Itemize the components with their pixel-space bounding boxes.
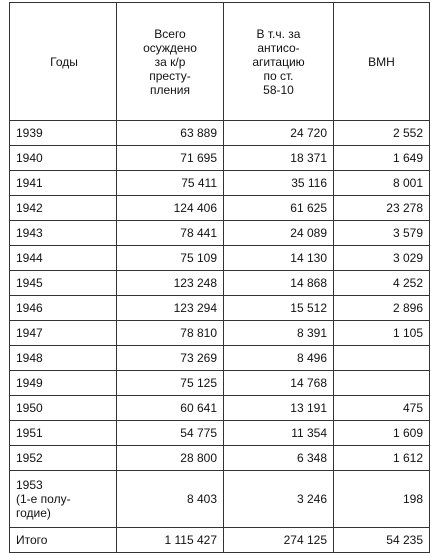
year-line: (1-е полу-	[16, 492, 71, 506]
table-row	[10, 446, 430, 471]
cell-vmn: 475	[334, 396, 430, 421]
table-row	[10, 171, 430, 196]
table-row	[10, 346, 430, 371]
cell-total: 71 695	[117, 146, 224, 171]
cell-year: 1948	[10, 346, 117, 371]
cell-agitation: 274 125	[224, 528, 334, 553]
cell-total: 75 109	[117, 246, 224, 271]
cell-year: 1939	[10, 121, 117, 146]
statistics-table	[9, 2, 430, 553]
cell-agitation: 24 720	[224, 121, 334, 146]
cell-agitation: 8 496	[224, 346, 334, 371]
cell-total: 123 248	[117, 271, 224, 296]
table-row	[10, 471, 430, 528]
table-row	[10, 371, 430, 396]
cell-vmn: 1 612	[334, 446, 430, 471]
cell-total: 124 406	[117, 196, 224, 221]
cell-agitation: 35 116	[224, 171, 334, 196]
year-line: годие)	[16, 506, 51, 520]
table-row	[10, 196, 430, 221]
cell-vmn: 1 609	[334, 421, 430, 446]
cell-year: 1951	[10, 421, 117, 446]
header-vmn: ВМН	[334, 3, 430, 121]
table-row	[10, 296, 430, 321]
table-row	[10, 246, 430, 271]
cell-agitation: 14 868	[224, 271, 334, 296]
cell-total: 8 403	[117, 471, 224, 528]
cell-total: 123 294	[117, 296, 224, 321]
table-header-row	[10, 3, 430, 121]
cell-year	[10, 471, 117, 528]
header-total-line: пления	[149, 82, 190, 97]
cell-total: 73 269	[117, 346, 224, 371]
cell-agitation: 14 768	[224, 371, 334, 396]
cell-agitation: 6 348	[224, 446, 334, 471]
header-total-line: за к/р	[154, 54, 186, 69]
cell-vmn: 198	[334, 471, 430, 528]
table-row	[10, 221, 430, 246]
header-total-line: Всего	[154, 26, 186, 41]
cell-totals-label: Итого	[10, 528, 117, 553]
cell-vmn: 54 235	[334, 528, 430, 553]
cell-year: 1949	[10, 371, 117, 396]
year-line: 1953	[16, 478, 43, 492]
table-row	[10, 121, 430, 146]
header-agitation-line: агитацию	[252, 54, 305, 69]
cell-year: 1944	[10, 246, 117, 271]
cell-agitation: 3 246	[224, 471, 334, 528]
header-agitation-line: по ст.	[263, 68, 294, 83]
cell-total: 78 810	[117, 321, 224, 346]
cell-vmn: 2 552	[334, 121, 430, 146]
table-row	[10, 146, 430, 171]
cell-agitation: 11 354	[224, 421, 334, 446]
cell-vmn: 3 029	[334, 246, 430, 271]
header-agitation-line: 58-10	[263, 82, 294, 97]
cell-total: 75 125	[117, 371, 224, 396]
cell-year: 1952	[10, 446, 117, 471]
cell-year: 1945	[10, 271, 117, 296]
header-total-convicted	[117, 3, 224, 121]
cell-total: 54 775	[117, 421, 224, 446]
table-row	[10, 321, 430, 346]
header-total-line: престу-	[149, 68, 191, 83]
cell-vmn: 2 896	[334, 296, 430, 321]
table-row	[10, 421, 430, 446]
cell-year: 1947	[10, 321, 117, 346]
cell-year: 1940	[10, 146, 117, 171]
cell-total: 60 641	[117, 396, 224, 421]
cell-agitation: 8 391	[224, 321, 334, 346]
cell-vmn	[334, 346, 430, 371]
cell-total: 63 889	[117, 121, 224, 146]
cell-vmn: 1 649	[334, 146, 430, 171]
cell-total: 78 441	[117, 221, 224, 246]
table-row	[10, 271, 430, 296]
header-years: Годы	[10, 3, 117, 121]
cell-year: 1942	[10, 196, 117, 221]
cell-total: 1 115 427	[117, 528, 224, 553]
header-agitation-line: антисо-	[257, 40, 300, 55]
cell-agitation: 13 191	[224, 396, 334, 421]
header-agitation-line: В т.ч. за	[256, 26, 301, 41]
totals-row	[10, 528, 430, 553]
cell-vmn: 1 105	[334, 321, 430, 346]
cell-agitation: 18 371	[224, 146, 334, 171]
cell-vmn: 3 579	[334, 221, 430, 246]
cell-vmn: 4 252	[334, 271, 430, 296]
cell-total: 75 411	[117, 171, 224, 196]
cell-agitation: 15 512	[224, 296, 334, 321]
cell-vmn: 8 001	[334, 171, 430, 196]
cell-vmn	[334, 371, 430, 396]
cell-year: 1941	[10, 171, 117, 196]
cell-agitation: 24 089	[224, 221, 334, 246]
header-total-line: осуждено	[143, 40, 197, 55]
cell-agitation: 14 130	[224, 246, 334, 271]
cell-year: 1950	[10, 396, 117, 421]
cell-year: 1943	[10, 221, 117, 246]
cell-year: 1946	[10, 296, 117, 321]
table-row	[10, 396, 430, 421]
cell-vmn: 23 278	[334, 196, 430, 221]
header-agitation	[224, 3, 334, 121]
cell-agitation: 61 625	[224, 196, 334, 221]
cell-total: 28 800	[117, 446, 224, 471]
